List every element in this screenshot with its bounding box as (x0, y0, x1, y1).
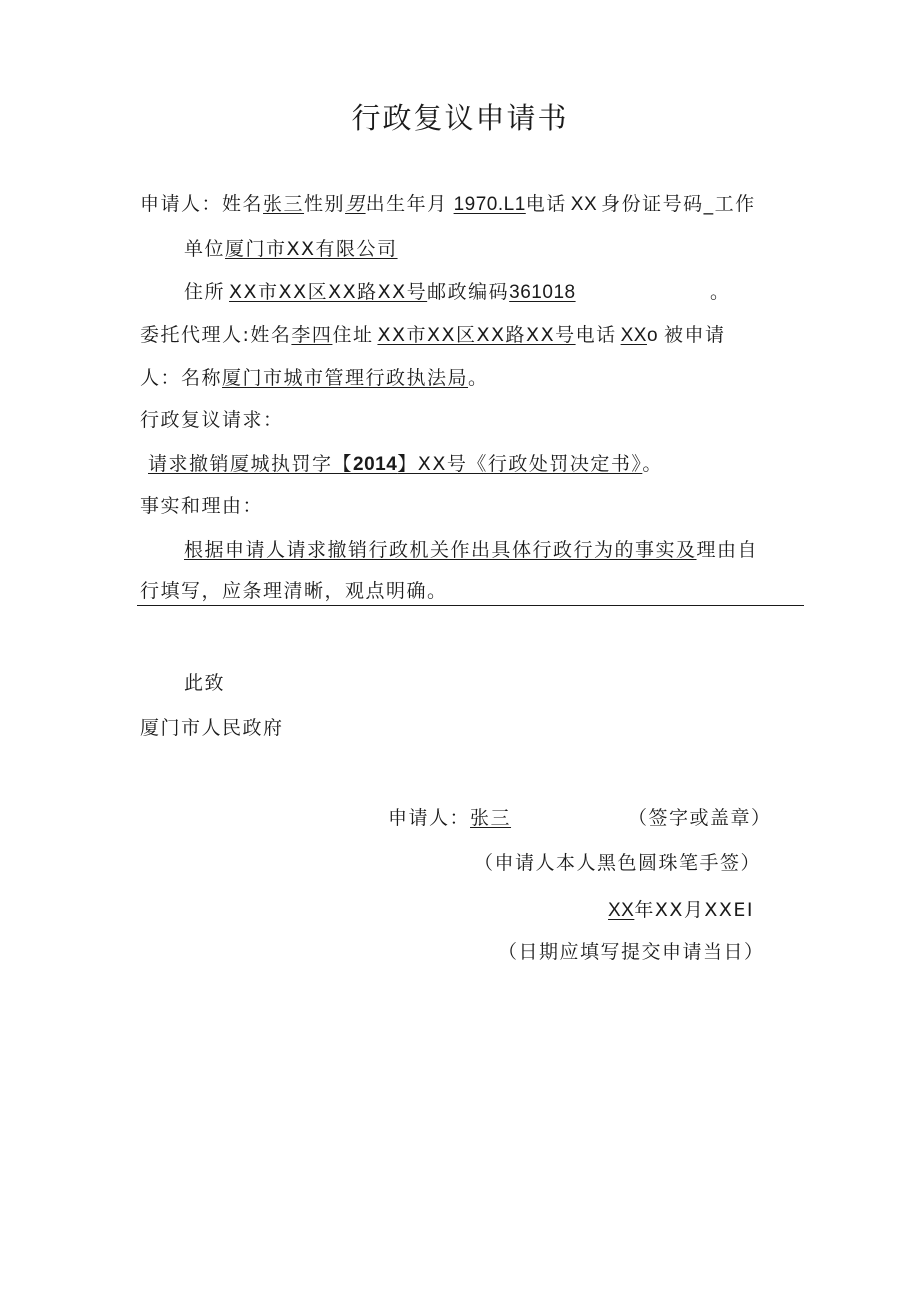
applicant-postal-label: 邮政编码 (427, 281, 510, 303)
applicant-birth-label: 出生年月 (365, 193, 448, 215)
signature-label: 申请人： (388, 807, 471, 829)
applicant-work-label: 单位 (184, 238, 226, 260)
request-text (148, 453, 642, 475)
signature-line (388, 806, 511, 830)
facts-heading: 事实和理由： (140, 495, 264, 517)
agent-address-label: 住址 (332, 324, 374, 346)
applicant-birth: 1970.L1 (453, 194, 526, 215)
applicant-end-mark: 。 (710, 281, 731, 303)
respondent-line (140, 366, 489, 390)
request-line (148, 452, 663, 477)
agent-line (140, 323, 726, 348)
signature-note: （签字或盖章） (628, 807, 772, 829)
applicant-line-2 (184, 237, 398, 261)
applicant-address: XX市XX区XX路XX号 (229, 281, 428, 303)
applicant-name-label: 姓名 (222, 193, 264, 215)
facts-underlined: 根据申请人请求撤销行政机关作出具体行政行为的事实及 (184, 539, 697, 561)
signature-name: 张三 (470, 807, 512, 829)
applicant-line-3 (184, 280, 576, 305)
applicant-gender: 男 (345, 193, 366, 215)
request-end-mark: 。 (642, 453, 663, 475)
agent-name: 李四 (291, 324, 333, 346)
date-rest: 年XX月XXEI (634, 899, 755, 921)
facts-rest: 理由自 (696, 539, 759, 561)
date-year: XX (608, 900, 635, 921)
respondent-end-mark: 。 (468, 367, 489, 389)
request-heading: 行政复议请求： (140, 409, 284, 431)
agent-prefix: 委托代理人: (140, 324, 251, 346)
facts-line-1 (184, 538, 758, 562)
applicant-id-label: 身份证号码_工作 (601, 193, 756, 215)
applicant-line-1 (140, 192, 756, 217)
date-note: （日期应填写提交申请当日） (498, 941, 765, 963)
respondent-name: 厦门市城市管理行政执法局 (222, 367, 469, 389)
applicant-gender-label: 性别 (304, 193, 346, 215)
request-part-2: 】XX号《行政处罚决定书》 (397, 453, 643, 475)
applicant-address-label: 住所 (184, 281, 226, 303)
facts-underline-rule (137, 605, 804, 606)
respondent-label: 被申请 (664, 324, 726, 346)
agent-phone-label: 电话 (575, 324, 617, 346)
closing-salutation: 此致 (184, 672, 226, 694)
request-part-1: 请求撤销厦城执罚字【 (148, 453, 354, 475)
agent-phone: XX (620, 325, 647, 346)
applicant-prefix: 申请人： (140, 193, 223, 215)
applicant-name: 张三 (263, 193, 305, 215)
agent-tail: o (646, 325, 659, 346)
pen-note: （申请人本人黑色圆珠笔手签） (474, 852, 762, 874)
document-title: 行政复议申请书 (351, 101, 569, 135)
closing-recipient: 厦门市人民政府 (140, 717, 284, 739)
signature-date (608, 898, 754, 923)
agent-name-label: 姓名 (250, 324, 292, 346)
respondent-label-2: 人：名称 (140, 367, 223, 389)
agent-address: XX市XX区XX路XX号 (377, 324, 576, 346)
applicant-work: 厦门市XX有限公司 (225, 238, 398, 260)
facts-line-2: 行填写，应条理清晰，观点明确。 (140, 580, 448, 602)
applicant-phone-label: 电话 (525, 193, 567, 215)
applicant-postal: 361018 (509, 282, 576, 303)
request-year: 2014 (353, 454, 398, 475)
applicant-phone: XX (570, 194, 598, 215)
